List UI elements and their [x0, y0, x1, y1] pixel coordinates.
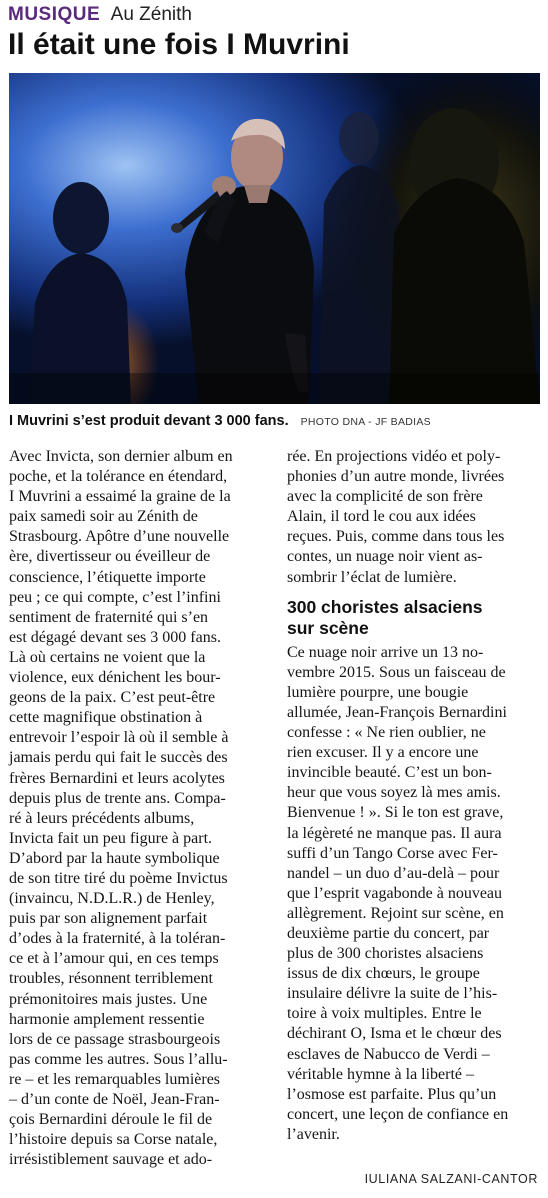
photo-caption: I Muvrini s’est produit devant 3 000 fans. [9, 413, 289, 429]
text-line: esclaves de Nabucco de Verdi – [287, 1045, 490, 1063]
text-line: allègrement. Rejoint sur scène, en [287, 904, 504, 922]
text-line: l’avenir. [287, 1125, 340, 1143]
text-line: D’abord par la haute symbolique [9, 849, 220, 867]
text-line: toire à voix multiples. Entre le [287, 1005, 482, 1023]
article-header [8, 4, 540, 62]
text-line: Strasbourg. Apôtre d’une nouvelle [9, 528, 230, 546]
text-line: insulaire délivre la suite de l’his- [287, 985, 498, 1003]
text-line: I Muvrini a essaimé la graine de la [9, 488, 231, 506]
text-line: véritable hymne à la liberté – [287, 1065, 475, 1083]
text-line: rien excuser. Il y a encore une [287, 744, 479, 762]
section-label: MUSIQUE [8, 4, 101, 25]
author-signature: IULIANA SALZANI-CANTOR [364, 1172, 538, 1186]
text-line: violence, eux dénichent les bour- [9, 669, 221, 687]
text-line: ère, divertisseur ou éveilleur de [9, 548, 211, 566]
text-line: lumière pourpre, une bougie [287, 683, 469, 701]
text-line: ré à leurs précédents albums, [9, 809, 195, 827]
photo-caption-row [9, 410, 540, 432]
text-line: entrevoir l’espoir là où il semble à [9, 729, 229, 747]
text-line: frères Bernardini et leurs acolytes [9, 769, 225, 787]
text-line: sombrir l’éclat de lumière. [287, 568, 457, 586]
text-line: d’odes à la fraternité, à la toléran- [9, 930, 226, 948]
text-line: vembre 2015. Sous un faisceau de [287, 663, 506, 681]
text-line: troubles, résonnent terriblement [9, 970, 213, 988]
text-line: çois Bernardini déroule le fil de [9, 1111, 213, 1129]
text-line: conscience, l’étiquette importe [9, 568, 206, 586]
photo-credit: PHOTO DNA - JF BADIAS [300, 416, 431, 428]
text-line: geons de la paix. C’est peut-être [9, 689, 216, 707]
text-line: jamais perdu qui fait le succès des [9, 749, 228, 767]
text-line: pas comme les autres. Sous l’allu- [9, 1050, 228, 1068]
text-line: avec la complicité de son frère [287, 488, 483, 506]
text-line: poche, et la tolérance en étendard, [9, 468, 228, 486]
text-line: suffi d’un Tango Corse avec Fer- [287, 844, 498, 862]
concert-stage-illustration [9, 73, 540, 404]
text-line: plus de 300 choristes alsaciens [287, 945, 484, 963]
text-line: peu ; ce qui compte, c’est l’infini [9, 588, 221, 606]
location-label: Au Zénith [110, 4, 192, 25]
text-line: de son titre tiré du poème Invictus [9, 869, 228, 887]
text-line: heur que vous soyez là mes amis. [287, 784, 501, 802]
subheading-line: 300 choristes alsaciens [287, 596, 483, 617]
concert-photo [9, 73, 540, 404]
article-column-right [287, 447, 540, 1145]
text-line: Ce nuage noir arrive un 13 no- [287, 643, 484, 661]
article-headline: Il était une fois I Muvrini [8, 28, 350, 61]
text-line: issus de dix chœurs, le groupe [287, 965, 480, 983]
text-line: harmonie amplement ressentie [9, 1010, 205, 1028]
subheading-line: sur scène [287, 617, 369, 638]
text-line: concert, une leçon de confiance en [287, 1105, 509, 1123]
text-line: Avec Invicta, son dernier album en [9, 448, 233, 465]
text-line: prémonitoires mais justes. Une [9, 990, 208, 1008]
text-line: phonies d’un autre monde, livrées [287, 468, 505, 486]
text-line: confesse : « Ne rien oublier, ne [287, 724, 486, 742]
text-line: la légèreté ne manque pas. Il aura [287, 824, 502, 842]
text-line: re – et les remarquables lumières [9, 1070, 221, 1088]
text-line: – d’un conte de Noël, Jean-Fran- [9, 1091, 220, 1108]
text-line: allumée, Jean-François Bernardini [287, 703, 507, 721]
text-line: puis par son alignement parfait [9, 910, 208, 928]
text-line: invincible beauté. C’est un bon- [287, 764, 492, 782]
text-line: irrésistiblement sauvage et ado- [9, 1151, 213, 1169]
text-line: sentiment de fraternité qui s’en [9, 608, 209, 626]
text-line: contes, un nuage noir vient as- [287, 548, 483, 566]
text-line: ce et à l’amour qui, en ces temps [9, 950, 219, 968]
text-line: rée. En projections vidéo et poly- [287, 448, 501, 465]
text-line: paix samedi soir au Zénith de [9, 508, 198, 526]
text-line: que l’esprit vagabonde à nouveau [287, 884, 503, 902]
text-line: reçues. Puis, comme dans tous les [287, 528, 505, 546]
text-line: Invicta fait un peu figure à part. [9, 829, 213, 847]
kicker-row [8, 4, 540, 26]
text-line: l’histoire depuis sa Corse natale, [9, 1131, 218, 1149]
text-line: déchirant O, Isma et le chœur des [287, 1025, 502, 1043]
text-line: deuxième partie du concert, par [287, 924, 490, 942]
text-line: Là où certains ne voient que la [9, 648, 206, 666]
text-line: Bienvenue ! ». Si le ton est grave, [287, 804, 504, 822]
article-column-left [9, 447, 271, 1170]
text-line: Alain, il tord le cou aux idées [287, 508, 476, 526]
text-line: cette magnifique obstination à [9, 709, 203, 727]
text-line: (invaincu, N.D.L.R.) de Henley, [9, 890, 215, 908]
text-line: depuis plus de trente ans. Compa- [9, 789, 226, 807]
text-line: l’osmose est parfaite. Plus qu’un [287, 1085, 497, 1103]
text-line: lors de ce passage strasbourgeois [9, 1030, 221, 1048]
text-line: nandel – un duo d’au-delà – pour [287, 864, 500, 882]
text-line: est dégagé devant ses 3 000 fans. [9, 628, 221, 646]
article-subheading [287, 597, 540, 639]
